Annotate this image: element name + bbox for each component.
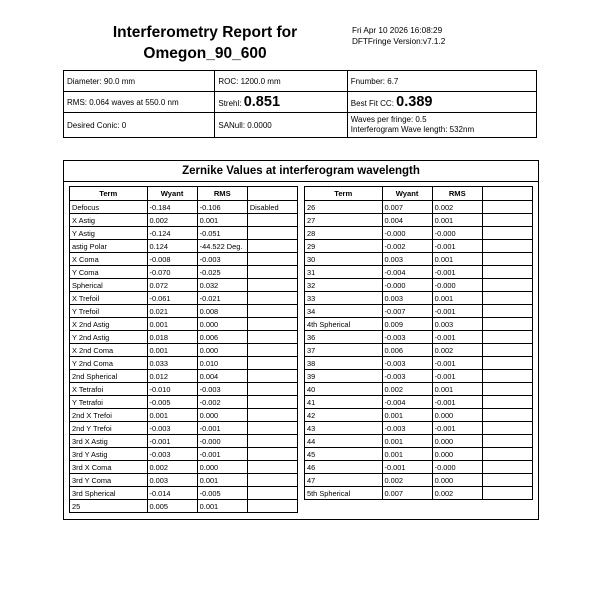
zernike-term: 3rd X Astig <box>70 435 148 448</box>
zernike-rms-value: -0.000 <box>432 227 482 240</box>
zernike-rms-value: -0.001 <box>432 422 482 435</box>
table-row <box>305 344 533 357</box>
table-row <box>305 357 533 370</box>
table-row <box>305 448 533 461</box>
zernike-wyant-value: 0.001 <box>147 344 197 357</box>
table-header-row <box>70 187 298 201</box>
zernike-term: 40 <box>305 383 383 396</box>
zernike-flag <box>247 474 297 487</box>
zernike-flag <box>482 383 532 396</box>
table-row <box>70 409 298 422</box>
zernike-wyant-value: 0.001 <box>382 448 432 461</box>
zernike-rms-value: 0.001 <box>432 292 482 305</box>
zernike-wyant-value: 0.072 <box>147 279 197 292</box>
table-row <box>305 305 533 318</box>
zernike-wyant-value: -0.004 <box>382 266 432 279</box>
zernike-wyant-value: -0.000 <box>382 227 432 240</box>
table-row <box>70 474 298 487</box>
zernike-term: X Astig <box>70 214 148 227</box>
zernike-wyant-value: 0.002 <box>382 474 432 487</box>
zernike-rms-value: -0.005 <box>197 487 247 500</box>
column-header-wyant: Wyant <box>382 187 432 201</box>
zernike-term: 3rd Spherical <box>70 487 148 500</box>
zernike-wyant-value: -0.061 <box>147 292 197 305</box>
zernike-wyant-value: -0.001 <box>382 461 432 474</box>
column-header-flag <box>247 187 297 201</box>
zernike-rms-value: 0.002 <box>432 344 482 357</box>
zernike-rms-value: 0.001 <box>197 474 247 487</box>
zernike-rms-value: -44.522 Deg. <box>197 240 247 253</box>
summary-diameter: Diameter: 90.0 mm <box>64 71 215 92</box>
zernike-term: 3rd Y Coma <box>70 474 148 487</box>
summary-bestfit-value: 0.389 <box>396 94 433 110</box>
zernike-flag <box>482 292 532 305</box>
table-row <box>70 305 298 318</box>
table-row <box>305 396 533 409</box>
zernike-rms-value: -0.001 <box>197 448 247 461</box>
zernike-wyant-value: 0.007 <box>382 487 432 500</box>
summary-fringe-info <box>347 113 536 138</box>
table-row <box>70 370 298 383</box>
table-row <box>70 383 298 396</box>
zernike-wyant-value: -0.002 <box>382 240 432 253</box>
zernike-term: 5th Spherical <box>305 487 383 500</box>
summary-roc: ROC: 1200.0 mm <box>215 71 347 92</box>
zernike-wyant-value: -0.070 <box>147 266 197 279</box>
zernike-rms-value: -0.001 <box>432 240 482 253</box>
zernike-rms-value: -0.001 <box>197 422 247 435</box>
zernike-wyant-value: -0.003 <box>382 370 432 383</box>
table-row <box>305 461 533 474</box>
table-row <box>305 409 533 422</box>
zernike-rms-value: -0.001 <box>432 370 482 383</box>
table-header-row <box>305 187 533 201</box>
zernike-flag <box>247 279 297 292</box>
zernike-rms-value: 0.001 <box>432 214 482 227</box>
zernike-rms-value: -0.000 <box>432 461 482 474</box>
zernike-flag <box>247 383 297 396</box>
zernike-columns <box>64 182 538 519</box>
zernike-flag <box>482 448 532 461</box>
zernike-wyant-value: -0.001 <box>147 435 197 448</box>
summary-strehl-value: 0.851 <box>243 94 281 110</box>
zernike-term: 27 <box>305 214 383 227</box>
zernike-term: Y Astig <box>70 227 148 240</box>
table-row <box>305 422 533 435</box>
report-timestamp: Fri Apr 10 2026 16:08:29 <box>352 26 443 35</box>
zernike-rms-value: 0.000 <box>432 409 482 422</box>
zernike-title: Zernike Values at interferogram wavelength <box>64 161 538 182</box>
zernike-term: 38 <box>305 357 383 370</box>
zernike-rms-value: -0.001 <box>432 357 482 370</box>
zernike-wyant-value: -0.124 <box>147 227 197 240</box>
table-row <box>70 500 298 513</box>
zernike-flag <box>482 461 532 474</box>
table-row <box>70 266 298 279</box>
zernike-term: Y 2nd Coma <box>70 357 148 370</box>
app-version: DFTFringe Version:v7.1.2 <box>352 37 446 46</box>
zernike-left-column <box>69 186 298 513</box>
zernike-term: 47 <box>305 474 383 487</box>
zernike-rms-value: 0.000 <box>432 435 482 448</box>
zernike-term: 32 <box>305 279 383 292</box>
zernike-wyant-value: 0.001 <box>382 435 432 448</box>
zernike-rms-value: 0.000 <box>197 461 247 474</box>
zernike-rms-value: -0.000 <box>197 435 247 448</box>
table-row <box>70 396 298 409</box>
zernike-term: 36 <box>305 331 383 344</box>
zernike-rms-value: 0.000 <box>197 409 247 422</box>
zernike-rms-value: 0.002 <box>432 201 482 214</box>
zernike-flag <box>247 487 297 500</box>
zernike-rms-value: -0.002 <box>197 396 247 409</box>
table-row <box>70 435 298 448</box>
zernike-wyant-value: -0.003 <box>147 422 197 435</box>
zernike-flag <box>247 253 297 266</box>
zernike-flag <box>482 487 532 500</box>
zernike-rms-value: -0.001 <box>432 305 482 318</box>
zernike-wyant-value: 0.003 <box>382 253 432 266</box>
zernike-flag <box>247 435 297 448</box>
table-row <box>70 253 298 266</box>
table-row <box>70 318 298 331</box>
zernike-term: X Tetrafoi <box>70 383 148 396</box>
table-row <box>70 214 298 227</box>
zernike-wyant-value: -0.005 <box>147 396 197 409</box>
zernike-term: 39 <box>305 370 383 383</box>
table-row <box>305 474 533 487</box>
zernike-flag <box>247 344 297 357</box>
table-row <box>70 240 298 253</box>
zernike-term: 3rd X Coma <box>70 461 148 474</box>
column-header-rms: RMS <box>197 187 247 201</box>
zernike-rms-value: 0.010 <box>197 357 247 370</box>
zernike-flag <box>247 461 297 474</box>
zernike-wyant-value: 0.002 <box>147 214 197 227</box>
table-row <box>70 279 298 292</box>
zernike-wyant-value: -0.003 <box>147 448 197 461</box>
summary-sanull: SANull: 0.0000 <box>215 113 347 138</box>
zernike-term: 42 <box>305 409 383 422</box>
zernike-term: Y Coma <box>70 266 148 279</box>
summary-waves-per-fringe: Waves per fringe: 0.5 <box>350 115 427 124</box>
zernike-rms-value: 0.008 <box>197 305 247 318</box>
zernike-term: X 2nd Coma <box>70 344 148 357</box>
zernike-term: Y Tetrafoi <box>70 396 148 409</box>
zernike-flag <box>482 279 532 292</box>
summary-table <box>63 70 537 138</box>
column-header-rms: RMS <box>432 187 482 201</box>
zernike-wyant-value: 0.124 <box>147 240 197 253</box>
table-row <box>305 318 533 331</box>
zernike-term: Defocus <box>70 201 148 214</box>
summary-interferogram-wavelength: Interferogram Wave length: 532nm <box>350 125 475 134</box>
page-title-line1: Interferometry Report for <box>112 24 298 41</box>
zernike-flag <box>247 370 297 383</box>
zernike-flag <box>482 331 532 344</box>
zernike-rms-value: 0.001 <box>432 383 482 396</box>
summary-bestfit-label: Best Fit CC: <box>350 99 394 108</box>
zernike-flag <box>247 396 297 409</box>
report-header <box>0 22 600 68</box>
zernike-rms-value: 0.001 <box>197 500 247 513</box>
zernike-term: 37 <box>305 344 383 357</box>
table-row <box>305 383 533 396</box>
zernike-wyant-value: 0.001 <box>147 318 197 331</box>
zernike-flag <box>247 331 297 344</box>
zernike-rms-value: 0.000 <box>197 318 247 331</box>
zernike-wyant-value: 0.001 <box>382 409 432 422</box>
zernike-term: Y Trefoil <box>70 305 148 318</box>
zernike-flag <box>482 422 532 435</box>
table-row <box>305 279 533 292</box>
summary-fnumber: Fnumber: 6.7 <box>347 71 536 92</box>
zernike-wyant-value: 0.002 <box>382 383 432 396</box>
table-row <box>70 422 298 435</box>
table-row <box>70 292 298 305</box>
table-row <box>305 292 533 305</box>
zernike-wyant-value: 0.021 <box>147 305 197 318</box>
zernike-rms-value: 0.001 <box>432 253 482 266</box>
zernike-flag <box>247 227 297 240</box>
table-row <box>64 113 537 138</box>
zernike-rms-value: -0.003 <box>197 383 247 396</box>
zernike-term: Y 2nd Astig <box>70 331 148 344</box>
zernike-term: 33 <box>305 292 383 305</box>
zernike-term: 30 <box>305 253 383 266</box>
summary-rms: RMS: 0.064 waves at 550.0 nm <box>64 92 215 113</box>
table-row <box>70 201 298 214</box>
zernike-flag <box>247 266 297 279</box>
zernike-term: Spherical <box>70 279 148 292</box>
page-title <box>60 22 350 64</box>
table-row <box>305 435 533 448</box>
zernike-term: 3rd Y Astig <box>70 448 148 461</box>
zernike-flag <box>482 357 532 370</box>
summary-strehl-label: Strehl: <box>218 99 242 108</box>
zernike-flag <box>247 357 297 370</box>
zernike-term: X Coma <box>70 253 148 266</box>
zernike-wyant-value: 0.001 <box>147 409 197 422</box>
zernike-flag <box>247 448 297 461</box>
zernike-rms-value: 0.004 <box>197 370 247 383</box>
zernike-flag <box>247 240 297 253</box>
column-header-term: Term <box>70 187 148 201</box>
zernike-rms-value: 0.003 <box>432 318 482 331</box>
zernike-term: 2nd Y Trefoi <box>70 422 148 435</box>
zernike-wyant-value: -0.007 <box>382 305 432 318</box>
summary-desired-conic: Desired Conic: 0 <box>64 113 215 138</box>
zernike-flag <box>482 201 532 214</box>
zernike-term: X 2nd Astig <box>70 318 148 331</box>
table-row <box>305 240 533 253</box>
zernike-flag <box>482 435 532 448</box>
zernike-term: 31 <box>305 266 383 279</box>
zernike-wyant-value: 0.033 <box>147 357 197 370</box>
zernike-wyant-value: -0.003 <box>382 357 432 370</box>
zernike-flag <box>482 396 532 409</box>
zernike-flag <box>247 500 297 513</box>
zernike-rms-value: -0.001 <box>432 266 482 279</box>
zernike-flag <box>482 266 532 279</box>
zernike-flag <box>247 214 297 227</box>
table-row <box>305 487 533 500</box>
zernike-flag <box>247 292 297 305</box>
zernike-flag <box>482 318 532 331</box>
table-row <box>64 92 537 113</box>
table-row <box>305 227 533 240</box>
zernike-term: 2nd Spherical <box>70 370 148 383</box>
table-row <box>70 461 298 474</box>
summary-strehl <box>215 92 347 113</box>
zernike-flag <box>482 240 532 253</box>
table-row <box>305 331 533 344</box>
zernike-term: astig Polar <box>70 240 148 253</box>
report-meta <box>352 25 445 47</box>
zernike-flag <box>247 318 297 331</box>
zernike-flag <box>247 305 297 318</box>
zernike-wyant-value: 0.002 <box>147 461 197 474</box>
zernike-section <box>63 160 539 520</box>
zernike-rms-value: 0.006 <box>197 331 247 344</box>
zernike-wyant-value: -0.003 <box>382 422 432 435</box>
zernike-rms-value: 0.000 <box>197 344 247 357</box>
zernike-rms-value: -0.025 <box>197 266 247 279</box>
zernike-rms-value: -0.021 <box>197 292 247 305</box>
zernike-right-table <box>304 186 533 500</box>
zernike-wyant-value: -0.184 <box>147 201 197 214</box>
zernike-rms-value: 0.000 <box>432 474 482 487</box>
table-row <box>70 227 298 240</box>
zernike-rms-value: -0.001 <box>432 331 482 344</box>
zernike-flag <box>482 344 532 357</box>
table-row <box>305 214 533 227</box>
column-header-flag <box>482 187 532 201</box>
zernike-flag <box>482 474 532 487</box>
zernike-rms-value: -0.001 <box>432 396 482 409</box>
zernike-wyant-value: 0.005 <box>147 500 197 513</box>
zernike-term: 34 <box>305 305 383 318</box>
zernike-flag <box>482 370 532 383</box>
table-row <box>64 71 537 92</box>
zernike-wyant-value: 0.006 <box>382 344 432 357</box>
zernike-flag <box>247 422 297 435</box>
zernike-term: 25 <box>70 500 148 513</box>
zernike-rms-value: 0.001 <box>197 214 247 227</box>
zernike-left-table <box>69 186 298 513</box>
zernike-term: 45 <box>305 448 383 461</box>
zernike-term: 44 <box>305 435 383 448</box>
zernike-term: 26 <box>305 201 383 214</box>
table-row <box>70 331 298 344</box>
zernike-flag <box>482 214 532 227</box>
zernike-wyant-value: -0.003 <box>382 331 432 344</box>
zernike-rms-value: -0.000 <box>432 279 482 292</box>
table-row <box>70 357 298 370</box>
zernike-rms-value: 0.002 <box>432 487 482 500</box>
column-header-term: Term <box>305 187 383 201</box>
zernike-term: 29 <box>305 240 383 253</box>
zernike-flag <box>482 305 532 318</box>
table-row <box>70 344 298 357</box>
page-title-line2: Omegon_90_600 <box>143 45 267 62</box>
zernike-wyant-value: 0.003 <box>147 474 197 487</box>
zernike-rms-value: 0.032 <box>197 279 247 292</box>
zernike-wyant-value: 0.007 <box>382 201 432 214</box>
summary-bestfit <box>347 92 536 113</box>
zernike-term: 46 <box>305 461 383 474</box>
zernike-wyant-value: 0.003 <box>382 292 432 305</box>
table-row <box>70 487 298 500</box>
zernike-term: X Trefoil <box>70 292 148 305</box>
zernike-wyant-value: -0.014 <box>147 487 197 500</box>
zernike-term: 28 <box>305 227 383 240</box>
zernike-flag <box>482 253 532 266</box>
zernike-right-column <box>304 186 533 513</box>
zernike-rms-value: 0.000 <box>432 448 482 461</box>
table-row <box>305 253 533 266</box>
table-row <box>70 448 298 461</box>
zernike-wyant-value: -0.008 <box>147 253 197 266</box>
zernike-flag <box>247 409 297 422</box>
zernike-wyant-value: -0.004 <box>382 396 432 409</box>
zernike-wyant-value: -0.010 <box>147 383 197 396</box>
zernike-rms-value: -0.003 <box>197 253 247 266</box>
zernike-term: 2nd X Trefoi <box>70 409 148 422</box>
zernike-flag <box>482 227 532 240</box>
zernike-wyant-value: 0.018 <box>147 331 197 344</box>
table-row <box>305 370 533 383</box>
column-header-wyant: Wyant <box>147 187 197 201</box>
table-row <box>305 266 533 279</box>
zernike-wyant-value: 0.012 <box>147 370 197 383</box>
table-row <box>305 201 533 214</box>
zernike-wyant-value: -0.000 <box>382 279 432 292</box>
zernike-flag <box>482 409 532 422</box>
zernike-rms-value: -0.051 <box>197 227 247 240</box>
zernike-term: 4th Spherical <box>305 318 383 331</box>
zernike-term: 41 <box>305 396 383 409</box>
zernike-flag: Disabled <box>247 201 297 214</box>
zernike-wyant-value: 0.004 <box>382 214 432 227</box>
zernike-wyant-value: 0.009 <box>382 318 432 331</box>
zernike-rms-value: -0.106 <box>197 201 247 214</box>
zernike-term: 43 <box>305 422 383 435</box>
